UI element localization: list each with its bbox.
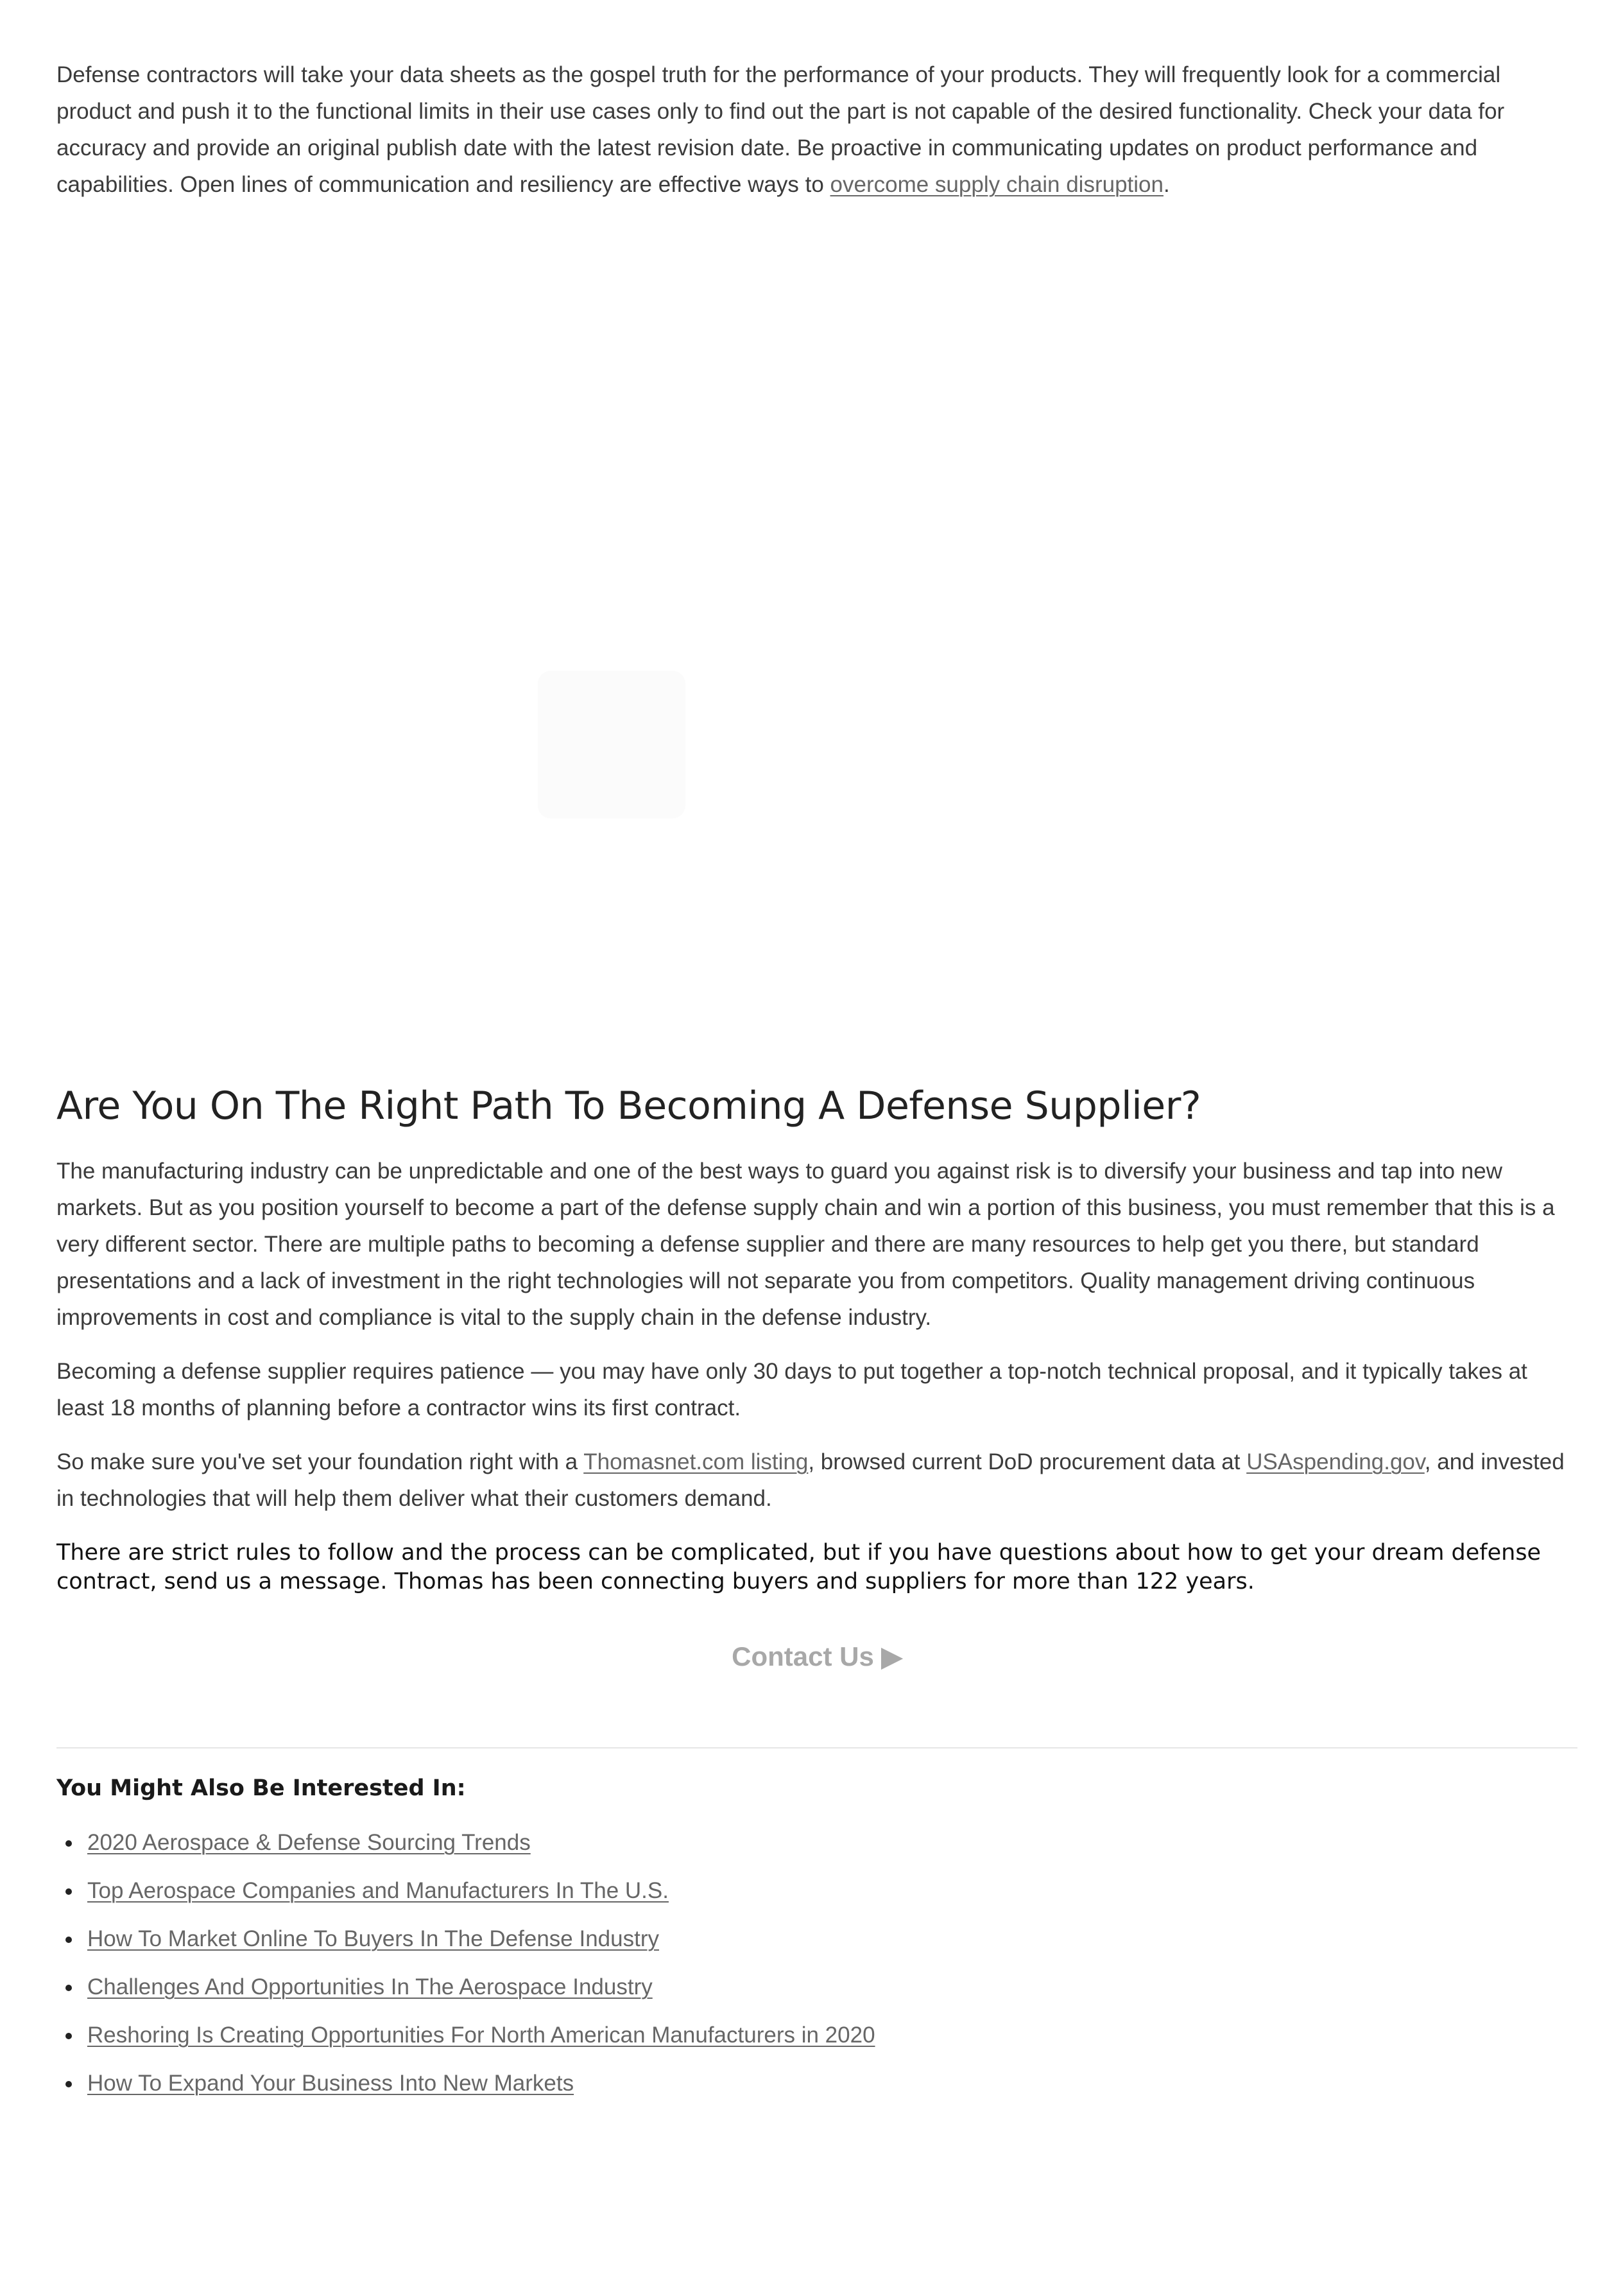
section-heading: Are You On The Right Path To Becoming A Defense Supplier? — [56, 1083, 1201, 1128]
p3-text-b: , browsed current DoD procurement data at — [808, 1449, 1247, 1474]
supply-chain-disruption-link[interactable]: overcome supply chain disruption — [830, 172, 1164, 197]
section-paragraph-3 — [56, 1444, 1577, 1517]
related-link-top-aerospace[interactable]: Top Aerospace Companies and Manufacturers In The U.S. — [87, 1878, 669, 1903]
p3-text-a: So make sure you've set your foundation right with a — [56, 1449, 584, 1474]
related-title: You Might Also Be Interested In: — [56, 1775, 466, 1801]
contact-callout: There are strict rules to follow and the process can be complicated, but if you have questions about how to get your dream defense contract, send us a message. Thomas has been connecting buyers and suppliers for more than 122 years. — [56, 1540, 1541, 1594]
related-item — [87, 2019, 875, 2067]
image-loading-graphic — [538, 671, 685, 818]
related-list — [56, 1827, 875, 2116]
related-link-expand-business[interactable]: How To Expand Your Business Into New Markets — [87, 2071, 574, 2096]
related-item — [87, 1875, 875, 1923]
related-link-reshoring[interactable]: Reshoring Is Creating Opportunities For North American Manufacturers in 2020 — [87, 2023, 875, 2048]
intro-tail: . — [1163, 172, 1170, 197]
related-item — [87, 1827, 875, 1875]
intro-text: Defense contractors will take your data sheets as the gospel truth for the performance of your products. They will frequently look for a commercial product and push it to the functional limits in their use cases only to find out the part is not capable of the desired functionality. Check your data for accuracy and provide an original publish date with the latest revision date. Be proactive in communicating updates on product performance and capabilities. Open lines of communication and resiliency are effective ways to — [56, 62, 1505, 197]
related-link-sourcing-trends[interactable]: 2020 Aerospace & Defense Sourcing Trends — [87, 1830, 531, 1855]
related-link-challenges[interactable]: Challenges And Opportunities In The Aerospace Industry — [87, 1974, 653, 1999]
intro-paragraph — [56, 56, 1577, 203]
related-item — [87, 2067, 875, 2116]
usaspending-link[interactable]: USAspending.gov — [1246, 1449, 1425, 1474]
related-item — [87, 1923, 875, 1971]
related-item — [87, 1971, 875, 2019]
thomasnet-listing-link[interactable]: Thomasnet.com listing — [583, 1449, 809, 1474]
section-paragraph-2: Becoming a defense supplier requires patience — you may have only 30 days to put together a top-notch technical proposal, and it typically takes at least 18 months of planning before a contractor wins its first contract. — [56, 1359, 1527, 1420]
contact-us-button[interactable]: Contact Us ▶ — [732, 1641, 902, 1671]
image-placeholder — [56, 234, 1577, 1030]
related-link-market-online[interactable]: How To Market Online To Buyers In The Defense Industry — [87, 1926, 659, 1951]
section-paragraph-1: The manufacturing industry can be unpredictable and one of the best ways to guard you against risk is to diversify your business and tap into new markets. But as you position yourself to become a part of the defense supply chain and win a portion of this business, you must remember that this is a very different sector. There are multiple paths to becoming a defense supplier and there are many resources to help get you there, but standard presentations and a lack of investment in the right technologies will not separate you from competitors. Quality management driving continuous improvements in cost and compliance is vital to the supply chain in the defense industry. — [56, 1159, 1555, 1330]
contact-us-row — [56, 1641, 1577, 1672]
section-divider — [56, 1747, 1577, 1748]
p3-text-c: , and invested in technologies that will help them deliver what their customers demand. — [56, 1449, 1565, 1511]
